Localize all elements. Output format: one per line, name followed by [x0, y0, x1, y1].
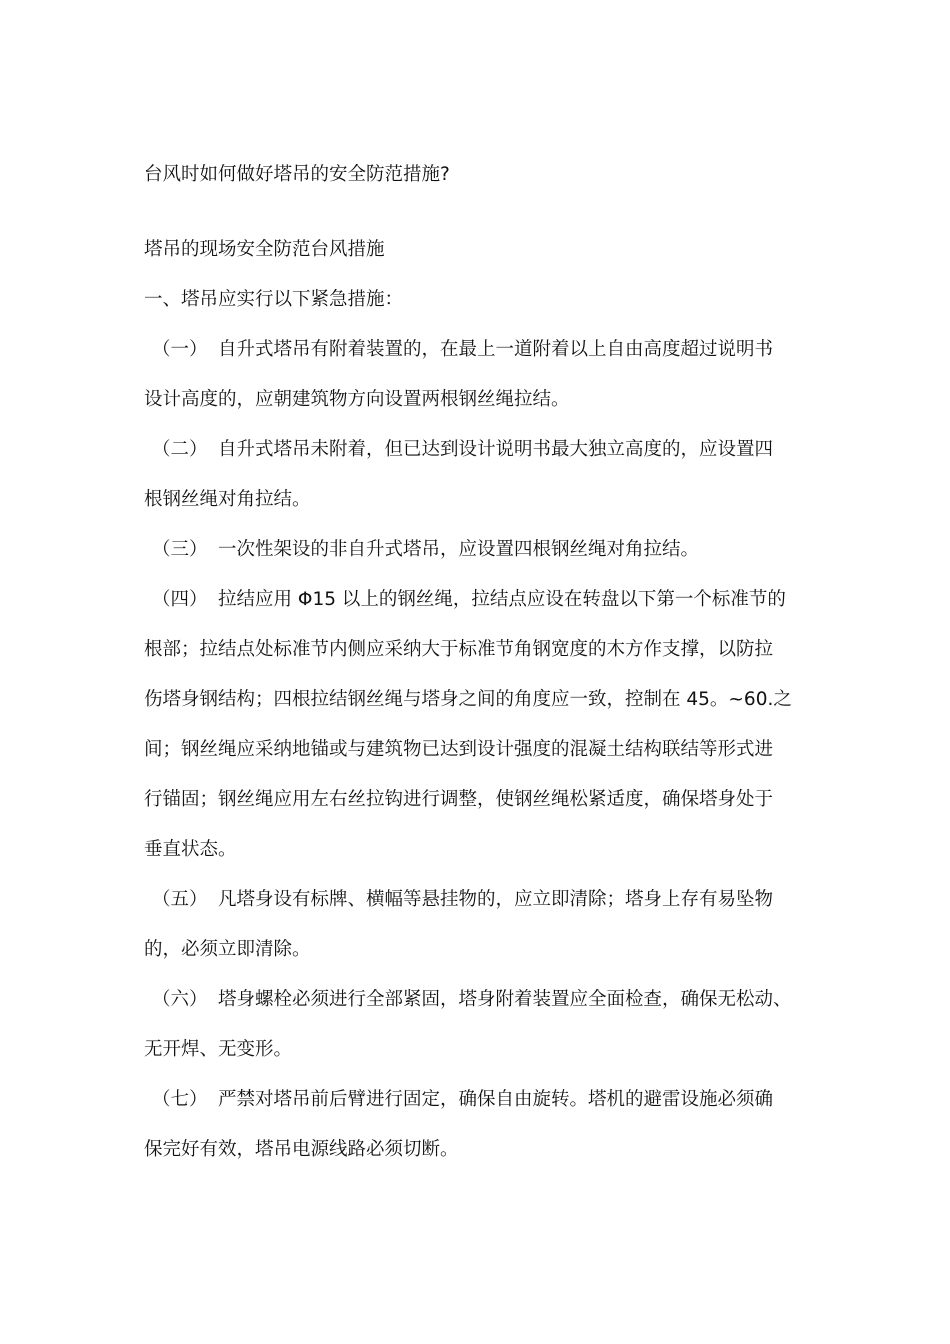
item-text: 塔身螺栓必须进行全部紧固，塔身附着装置应全面检查，确保无松动、: [218, 989, 792, 1010]
item-text: 凡塔身设有标牌、横幅等悬挂物的，应立即清除；塔身上存有易坠物: [218, 889, 774, 910]
document-subtitle: 塔吊的现场安全防范台风措施: [144, 239, 385, 260]
document-title: 台风时如何做好塔吊的安全防范措施?: [144, 164, 450, 185]
item-text: 间；钢丝绳应采纳地锚或与建筑物已达到设计强度的混凝土结构联结等形式进: [144, 739, 774, 760]
item-number: （四）: [152, 589, 208, 610]
item-text: 自升式塔吊有附着装置的，在最上一道附着以上自由高度超过说明书: [218, 339, 774, 360]
item-text: 一次性架设的非自升式塔吊，应设置四根钢丝绳对角拉结。: [218, 539, 700, 560]
item-text: 设计高度的，应朝建筑物方向设置两根钢丝绳拉结。: [144, 389, 570, 410]
list-item-line: [144, 875, 812, 925]
list-item-line: [144, 575, 812, 625]
item-text: 拉结应用 Φ15 以上的钢丝绳，拉结点应设在转盘以下第一个标准节的: [218, 589, 786, 610]
list-item-line: [144, 425, 812, 475]
item-text: 自升式塔吊未附着，但已达到设计说明书最大独立高度的，应设置四: [218, 439, 774, 460]
item-number: （五）: [152, 889, 208, 910]
item-number: （六）: [152, 989, 208, 1010]
list-item-line: [144, 325, 812, 375]
item-text: 行锚固；钢丝绳应用左右丝拉钩进行调整，使钢丝绳松紧适度，确保塔身处于: [144, 789, 774, 810]
item-text: 无开焊、无变形。: [144, 1039, 293, 1060]
item-text: 根钢丝绳对角拉结。: [144, 489, 311, 510]
item-number: （七）: [152, 1089, 208, 1110]
item-number: （三）: [152, 539, 208, 560]
list-item-line: [144, 975, 812, 1025]
item-text: 保完好有效，塔吊电源线路必须切断。: [144, 1139, 459, 1160]
item-number: （二）: [152, 439, 208, 460]
list-item-line: [144, 1075, 812, 1125]
list-item-line: [144, 525, 812, 575]
item-text: 的，必须立即清除。: [144, 939, 311, 960]
item-number: （一）: [152, 339, 208, 360]
item-text: 垂直状态。: [144, 839, 237, 860]
item-text: 严禁对塔吊前后臂进行固定，确保自由旋转。塔机的避雷设施必须确: [218, 1089, 774, 1110]
item-text: 伤塔身钢结构；四根拉结钢丝绳与塔身之间的角度应一致，控制在 45。~60.之: [144, 689, 792, 710]
item-text: 根部；拉结点处标准节内侧应采纳大于标准节角钢宽度的木方作支撑，以防拉: [144, 639, 774, 660]
document-body: [144, 150, 812, 1175]
section-heading: 一、塔吊应实行以下紧急措施：: [144, 289, 404, 310]
